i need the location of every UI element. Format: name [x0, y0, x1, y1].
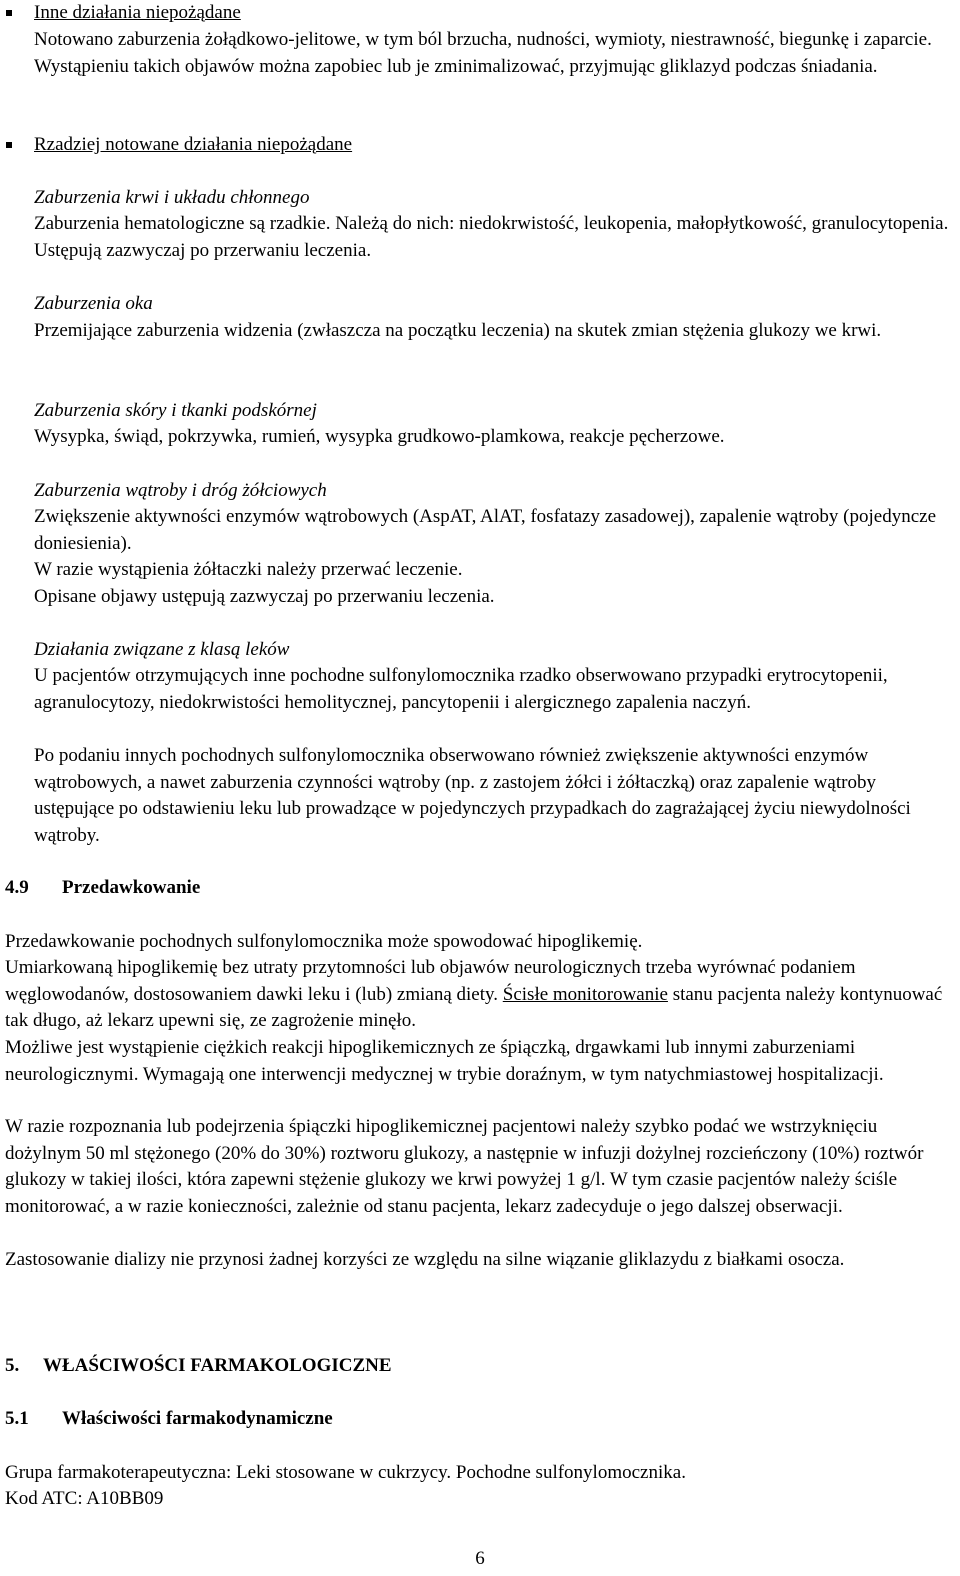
class-effects-text: U pacjentów otrzymujących inne pochodne sulfonylomocznika rzadko obserwowano przypadki erytrocytopenii, agranulocytozy, niedokrwistości hemolitycznej, pancytopenii i alergicznego zapalenia naczyń. — [34, 665, 888, 713]
section-title: Właściwości farmakodynamiczne — [62, 1408, 333, 1429]
class-effects-text: Po podaniu innych pochodnych sulfonylomocznika obserwowano również zwiększenie aktywności enzymów wątrobowych, a nawet zaburzenia czynności wątroby (np. z zastojem żółci i żółtaczką) oraz zapalenie wątroby ustępujące po odstawieniu leku lub prowadzące w pojedynczych przypadkach do zagrażającej życiu niewydolności wątroby. — [34, 745, 911, 846]
bullet-marker — [6, 10, 12, 16]
rare-effects-heading: Rzadziej notowane działania niepożądane — [34, 134, 353, 155]
common-effects-text: Notowano zaburzenia żołądkowo-jelitowe, w tym ból brzucha, nudności, wymioty, niestrawność, biegunkę i zaparcie. Wystąpieniu takich objawów można zapobiec lub je zminimalizować, przyjmując gliklazyd podczas śniadania. — [34, 29, 932, 77]
class-effects-title: Działania związane z klasą leków — [34, 639, 290, 660]
overdose-paragraph: Zastosowanie dializy nie przynosi żadnej korzyści ze względu na silne wiązanie gliklazydu z białkami osocza. — [5, 1249, 845, 1270]
overdose-text: Umiarkowaną hipoglikemię bez utraty przytomności lub objawów neurologicznych trzeba wyrównać podaniem węglowodanów, dostosowaniem dawki leku i (lub) zmianą diety. — [5, 957, 856, 1005]
section-title: WŁAŚCIWOŚCI FARMAKOLOGICZNE — [43, 1355, 392, 1376]
eye-disorders-title: Zaburzenia oka — [34, 293, 153, 314]
blood-disorders-title: Zaburzenia krwi i układu chłonnego — [34, 187, 310, 208]
eye-disorders-text: Przemijające zaburzenia widzenia (zwłaszcza na początku leczenia) na skutek zmian stężenia glukozy we krwi. — [34, 320, 882, 341]
liver-disorders-title: Zaburzenia wątroby i dróg żółciowych — [34, 480, 327, 501]
section51-heading — [5, 1406, 950, 1433]
section5-heading — [5, 1353, 950, 1380]
section-number: 4.9 — [5, 877, 29, 898]
overdose-paragraph: Możliwe jest wystąpienie ciężkich reakcji hipoglikemicznych ze śpiączką, drgawkami lub innymi zaburzeniami neurologicznymi. Wymagają one interwencji medycznej w trybie doraźnym, w tym natychmiastowej hospitalizacji. — [5, 1037, 884, 1085]
overdose-text: stanu pacjenta należy kontynuować tak długo, aż lekarz upewni się, ze zagrożenie minęło. — [5, 983, 943, 1032]
section-title: Przedawkowanie — [62, 877, 201, 898]
underlined-phrase: Ścisłe monitorowanie — [502, 983, 668, 1005]
atc-code: Kod ATC: A10BB09 — [5, 1488, 164, 1509]
liver-disorders-text: W razie wystąpienia żółtaczki należy przerwać leczenie. — [34, 559, 463, 580]
liver-disorders-text: Opisane objawy ustępują zazwyczaj po przerwaniu leczenia. — [34, 586, 495, 607]
common-effects-heading: Inne działania niepożądane — [34, 2, 241, 23]
overdose-paragraph: W razie rozpoznania lub podejrzenia śpiączki hipoglikemicznej pacjentowi należy szybko podać we wstrzyknięciu dożylnym 50 ml stężonego (20% do 30%) roztworu glukozy, a następnie w infuzji dożylnej rozcieńczony (10%) roztwór glukozy w takiej ilości, która zapewni stężenie glukozy we krwi powyżej 1 g/l. W tym czasie pacjentów należy ściśle monitorować, a w razie konieczności, zależnie od stanu pacjenta, lekarz zadecyduje o jego dalszej obserwacji. — [5, 1116, 924, 1217]
skin-disorders-title: Zaburzenia skóry i tkanki podskórnej — [34, 400, 317, 421]
liver-disorders-text: Zwiększenie aktywności enzymów wątrobowych (AspAT, AlAT, fosfatazy zasadowej), zapalenie wątroby (pojedyncze doniesienia). — [34, 506, 936, 554]
pharmacotherapeutic-group: Grupa farmakoterapeutyczna: Leki stosowane w cukrzycy. Pochodne sulfonylomocznika. — [5, 1462, 686, 1483]
blood-disorders-text: Zaburzenia hematologiczne są rzadkie. Należą do nich: niedokrwistość, leukopenia, małopłytkowość, granulocytopenia. Ustępują zazwyczaj po przerwaniu leczenia. — [34, 213, 949, 261]
section-number: 5. — [5, 1355, 20, 1376]
page-number: 6 — [475, 1548, 485, 1569]
bullet-marker — [6, 142, 12, 148]
overdose-paragraph — [5, 955, 950, 1035]
overdose-heading — [5, 875, 950, 902]
overdose-paragraph: Przedawkowanie pochodnych sulfonylomocznika może spowodować hipoglikemię. — [5, 931, 643, 952]
skin-disorders-text: Wysypka, świąd, pokrzywka, rumień, wysypka grudkowo-plamkowa, reakcje pęcherzowe. — [34, 426, 725, 447]
section-number: 5.1 — [5, 1408, 29, 1429]
